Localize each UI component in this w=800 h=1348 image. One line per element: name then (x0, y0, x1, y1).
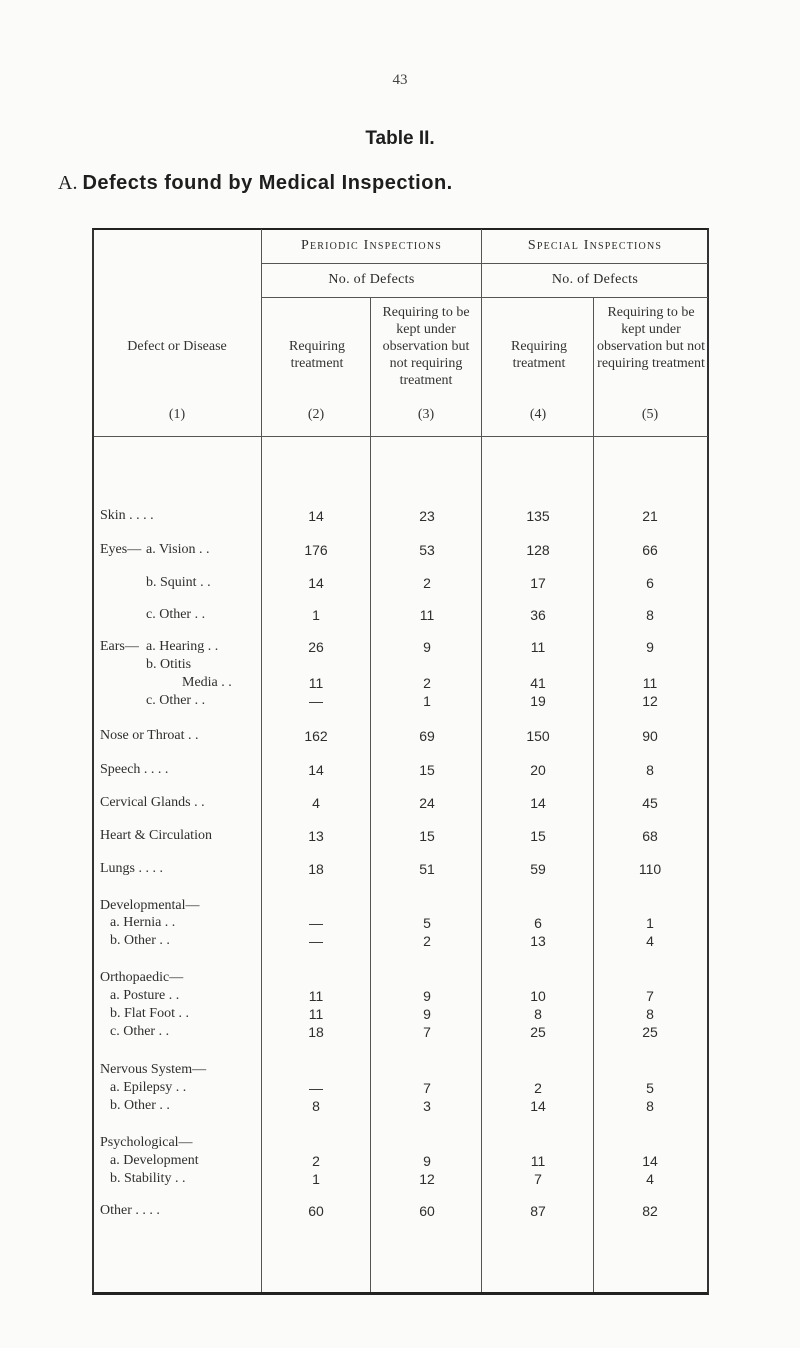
table-cell: 11 (308, 988, 324, 1004)
table-cell: 87 (530, 1203, 546, 1219)
column-header: Defect or Disease (127, 339, 227, 354)
header-divider (94, 436, 708, 437)
table-cell: 4 (646, 1171, 654, 1187)
group-header-periodic: Periodic Inspections (300, 238, 443, 253)
table-cell: 4 (646, 933, 654, 949)
table-cell: 1 (312, 1171, 320, 1187)
table-cell: 15 (419, 762, 435, 778)
table-cell: 25 (530, 1024, 546, 1040)
table-cell: 11 (530, 639, 546, 655)
table-cell: 7 (534, 1171, 542, 1187)
table-cell: 14 (530, 1098, 546, 1114)
row-label: c. Other . . (110, 1024, 170, 1039)
table-cell: 14 (642, 1153, 658, 1169)
table-cell: 13 (308, 828, 324, 844)
table-cell: 2 (423, 575, 431, 591)
group-label: Developmental— (100, 898, 200, 913)
table-cell: 18 (308, 861, 324, 877)
table-cell: 1 (423, 693, 431, 709)
table-cell: 15 (530, 828, 546, 844)
column-header: Requiring to be kept under observation but not requiring treatment (596, 305, 706, 371)
table-cell: 53 (419, 542, 435, 558)
group-label: Psychological— (100, 1135, 193, 1150)
row-label: b. Squint . . (146, 575, 211, 590)
table-cell: 59 (530, 861, 546, 877)
row-label: b. Stability . . (110, 1171, 186, 1186)
table-cell: 110 (638, 861, 662, 877)
table-cell: 9 (423, 1006, 431, 1022)
column-number: (5) (641, 407, 659, 422)
table-cell: 11 (642, 675, 658, 691)
row-label: Other . . . . (100, 1203, 160, 1218)
section-prefix: A. (58, 172, 78, 194)
table-cell: 135 (526, 508, 550, 524)
table-cell: 128 (526, 542, 550, 558)
table-cell: 9 (423, 1153, 431, 1169)
table-cell: 7 (423, 1080, 431, 1096)
table-cell: 14 (308, 575, 324, 591)
table-cell: 26 (308, 639, 324, 655)
page-number: 43 (392, 72, 408, 88)
table-cell: 162 (304, 728, 328, 744)
column-header: Requiring treatment (289, 339, 345, 371)
row-divider (262, 263, 708, 264)
table-cell: 41 (530, 675, 546, 691)
table-cell: 9 (646, 639, 654, 655)
table-cell: 60 (419, 1203, 435, 1219)
column-number: (3) (417, 407, 435, 422)
row-label: a. Vision . . (146, 542, 210, 557)
table-cell: 12 (642, 693, 658, 709)
table-cell: 1 (312, 607, 320, 623)
table-cell: 45 (642, 795, 658, 811)
table-cell: 66 (642, 542, 658, 558)
table-cell: 2 (423, 933, 431, 949)
table-cell: 60 (308, 1203, 324, 1219)
row-label: Speech . . . . (100, 762, 169, 777)
table-title: Table II. (365, 128, 435, 149)
table-cell: — (309, 933, 323, 949)
table-cell: 3 (423, 1098, 431, 1114)
table-cell: 69 (419, 728, 435, 744)
row-label: b. Flat Foot . . (110, 1006, 189, 1021)
table-cell: 11 (308, 1006, 324, 1022)
table-cell: — (309, 1080, 323, 1096)
section-heading (58, 172, 453, 195)
row-divider (262, 297, 708, 298)
row-label: c. Other . . (146, 693, 206, 708)
table-cell: 9 (423, 988, 431, 1004)
table-cell: 51 (419, 861, 435, 877)
table-cell: 11 (308, 675, 324, 691)
column-divider (481, 229, 482, 1292)
table-cell: 6 (534, 915, 542, 931)
table-cell: 15 (419, 828, 435, 844)
table-cell: 24 (419, 795, 435, 811)
table-cell: 8 (646, 762, 654, 778)
row-label: a. Hearing . . (146, 639, 219, 654)
table-cell: 2 (312, 1153, 320, 1169)
table-cell: 8 (646, 607, 654, 623)
table-cell: 150 (526, 728, 550, 744)
group-label: Nervous System— (100, 1062, 207, 1077)
table-cell: 7 (423, 1024, 431, 1040)
table-cell: 17 (530, 575, 546, 591)
table-cell: 8 (534, 1006, 542, 1022)
table-cell: 8 (312, 1098, 320, 1114)
column-divider (370, 298, 371, 1292)
table-cell: 8 (646, 1098, 654, 1114)
sub-header-special: No. of Defects (551, 272, 639, 287)
row-label: a. Epilepsy . . (110, 1080, 187, 1095)
row-label: b. Otitis (146, 657, 192, 672)
group-header-special: Special Inspections (527, 238, 663, 253)
row-label: Skin . . . . (100, 508, 154, 523)
table-cell: 1 (646, 915, 654, 931)
column-number: (4) (529, 407, 547, 422)
table-cell: 82 (642, 1203, 658, 1219)
table-cell: 2 (423, 675, 431, 691)
column-number: (1) (168, 407, 186, 422)
table-cell: 90 (642, 728, 658, 744)
table-cell: 36 (530, 607, 546, 623)
column-header: Requiring treatment (511, 339, 567, 371)
table-cell: 11 (530, 1153, 546, 1169)
column-header: Requiring to be kept under observation but not requiring treatment (382, 305, 470, 388)
row-label: Nose or Throat . . (100, 728, 199, 743)
row-label: a. Development (110, 1153, 199, 1168)
table-cell: 4 (312, 795, 320, 811)
group-label: Ears— (100, 639, 139, 654)
row-label: b. Other . . (110, 933, 170, 948)
table-cell: 20 (530, 762, 546, 778)
table-cell: 14 (308, 762, 324, 778)
table-cell: 9 (423, 639, 431, 655)
table-cell: 13 (530, 933, 546, 949)
row-label: a. Hernia . . (110, 915, 176, 930)
section-heading-text: Defects found by Medical Inspection. (82, 172, 453, 194)
table-cell: 19 (530, 693, 546, 709)
table-cell: 23 (419, 508, 435, 524)
table-cell: 10 (530, 988, 546, 1004)
group-label: Eyes— (100, 542, 142, 557)
table-cell: 2 (534, 1080, 542, 1096)
row-label: c. Other . . (146, 607, 206, 622)
table-cell: 12 (419, 1171, 435, 1187)
row-label: b. Other . . (110, 1098, 170, 1113)
row-label-continued: Media . . (182, 675, 232, 690)
table-cell: 5 (646, 1080, 654, 1096)
row-label: Lungs . . . . (100, 861, 163, 876)
row-label: Cervical Glands . . (100, 795, 205, 810)
table-cell: 25 (642, 1024, 658, 1040)
table-cell: — (309, 693, 323, 709)
table-cell: 11 (419, 607, 435, 623)
table-cell: 7 (646, 988, 654, 1004)
table-cell: 14 (308, 508, 324, 524)
table-cell: 68 (642, 828, 658, 844)
sub-header-periodic: No. of Defects (328, 272, 415, 287)
table-cell: 8 (646, 1006, 654, 1022)
table-cell: 176 (304, 542, 328, 558)
group-label: Orthopaedic— (100, 970, 184, 985)
column-number: (2) (307, 407, 325, 422)
row-label: a. Posture . . (110, 988, 180, 1003)
table-cell: 21 (642, 508, 658, 524)
table-cell: 6 (646, 575, 654, 591)
table-cell: 5 (423, 915, 431, 931)
table-cell: 18 (308, 1024, 324, 1040)
table-cell: 14 (530, 795, 546, 811)
row-label: Heart & Circulation (100, 828, 212, 843)
table-cell: — (309, 915, 323, 931)
column-divider (261, 229, 262, 1292)
